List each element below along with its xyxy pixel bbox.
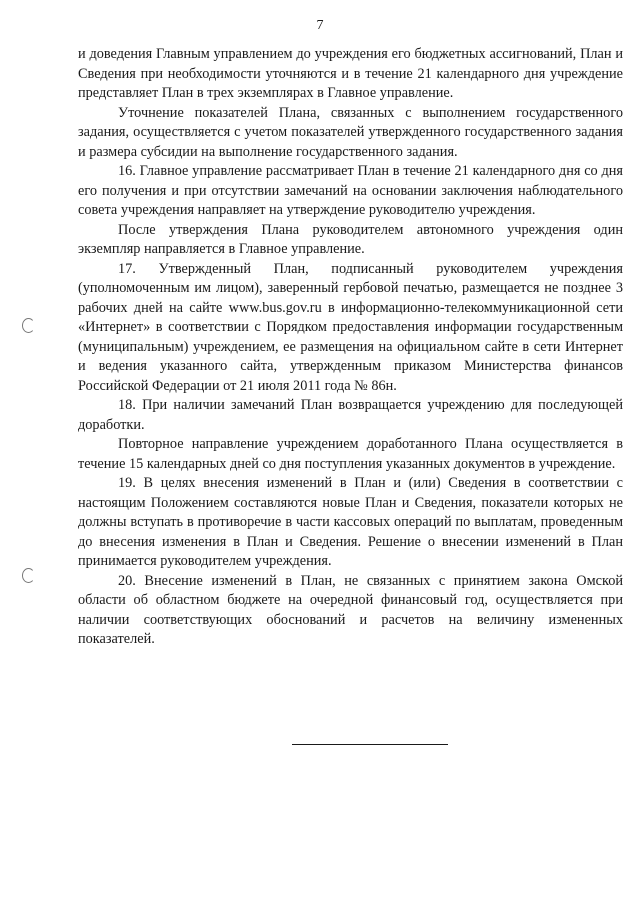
paragraph-after-approval: После утверждения Плана руководителем автономного учреждения один экземпляр направляется в Главное управление. [78,221,623,257]
paragraph-plan-clarification: Уточнение показателей Плана, связанных с выполнением государственного задания, осуществляется с учетом показателей утвержденного государственного задания и размера субсидии на выполнение государственного задания. [78,104,623,160]
paragraph-clause-18: 18. При наличии замечаний План возвращается учреждению для последующей доработки. [78,397,623,433]
paragraph-continuation: и доведения Главным управлением до учреждения его бюджетных ассигнований, План и Сведения при необходимости уточняются и в течение 21 календарного дня учреждение представляет План в трех экземплярах в Главное управление. [78,46,623,101]
paragraph-clause-16: 16. Главное управление рассматривает План в течение 21 календарного дня со дня его получения и при отсутствии замечаний на основании заключения наблюдательного совета учреждения направляет на утверждение руководителю учреждения. [78,163,623,218]
end-separator-line [292,744,448,745]
page-number: 7 [316,18,324,33]
paragraph-resubmission: Повторное направление учреждением доработанного Плана осуществляется в течение 15 календарных дней со дня поступления указанных документов в учреждение. [78,436,623,472]
paragraph-clause-20: 20. Внесение изменений в План, не связанных с принятием закона Омской области об областном бюджете на очередной финансовый год, осуществляется при наличии соответствующих обоснований и расчетов на величину измененных показателей. [78,572,623,647]
paragraph-clause-19: 19. В целях внесения изменений в План и (или) Сведения в соответствии с настоящим Положением составляются новые План и Сведения, показатели которых не должны вступать в противоречие в части кассовых операций по выплатам, проведенным до внесения изменения в План и Сведения. Решение о внесении изменений в План принимается руководителем учреждения. [78,475,623,569]
paragraph-clause-17: 17. Утвержденный План, подписанный руководителем учреждения (уполномоченным им лицом), заверенный гербовой печатью, размещается не позднее 3 рабочих дней на сайте www.bus.gov.ru в информационно-телекоммуникационной сети «Интернет» в соответствии с Порядком предоставления информации государственным (муниципальным) учреждением, ее размещения на официальном сайте в сети Интернет и ведения указанного сайта, утвержденным приказом Министерства финансов Российской Федерации от 21 июля 2011 года № 86н. [78,260,623,394]
punch-hole-mark [22,568,35,583]
punch-hole-mark [22,318,35,333]
document-body [78,45,623,650]
